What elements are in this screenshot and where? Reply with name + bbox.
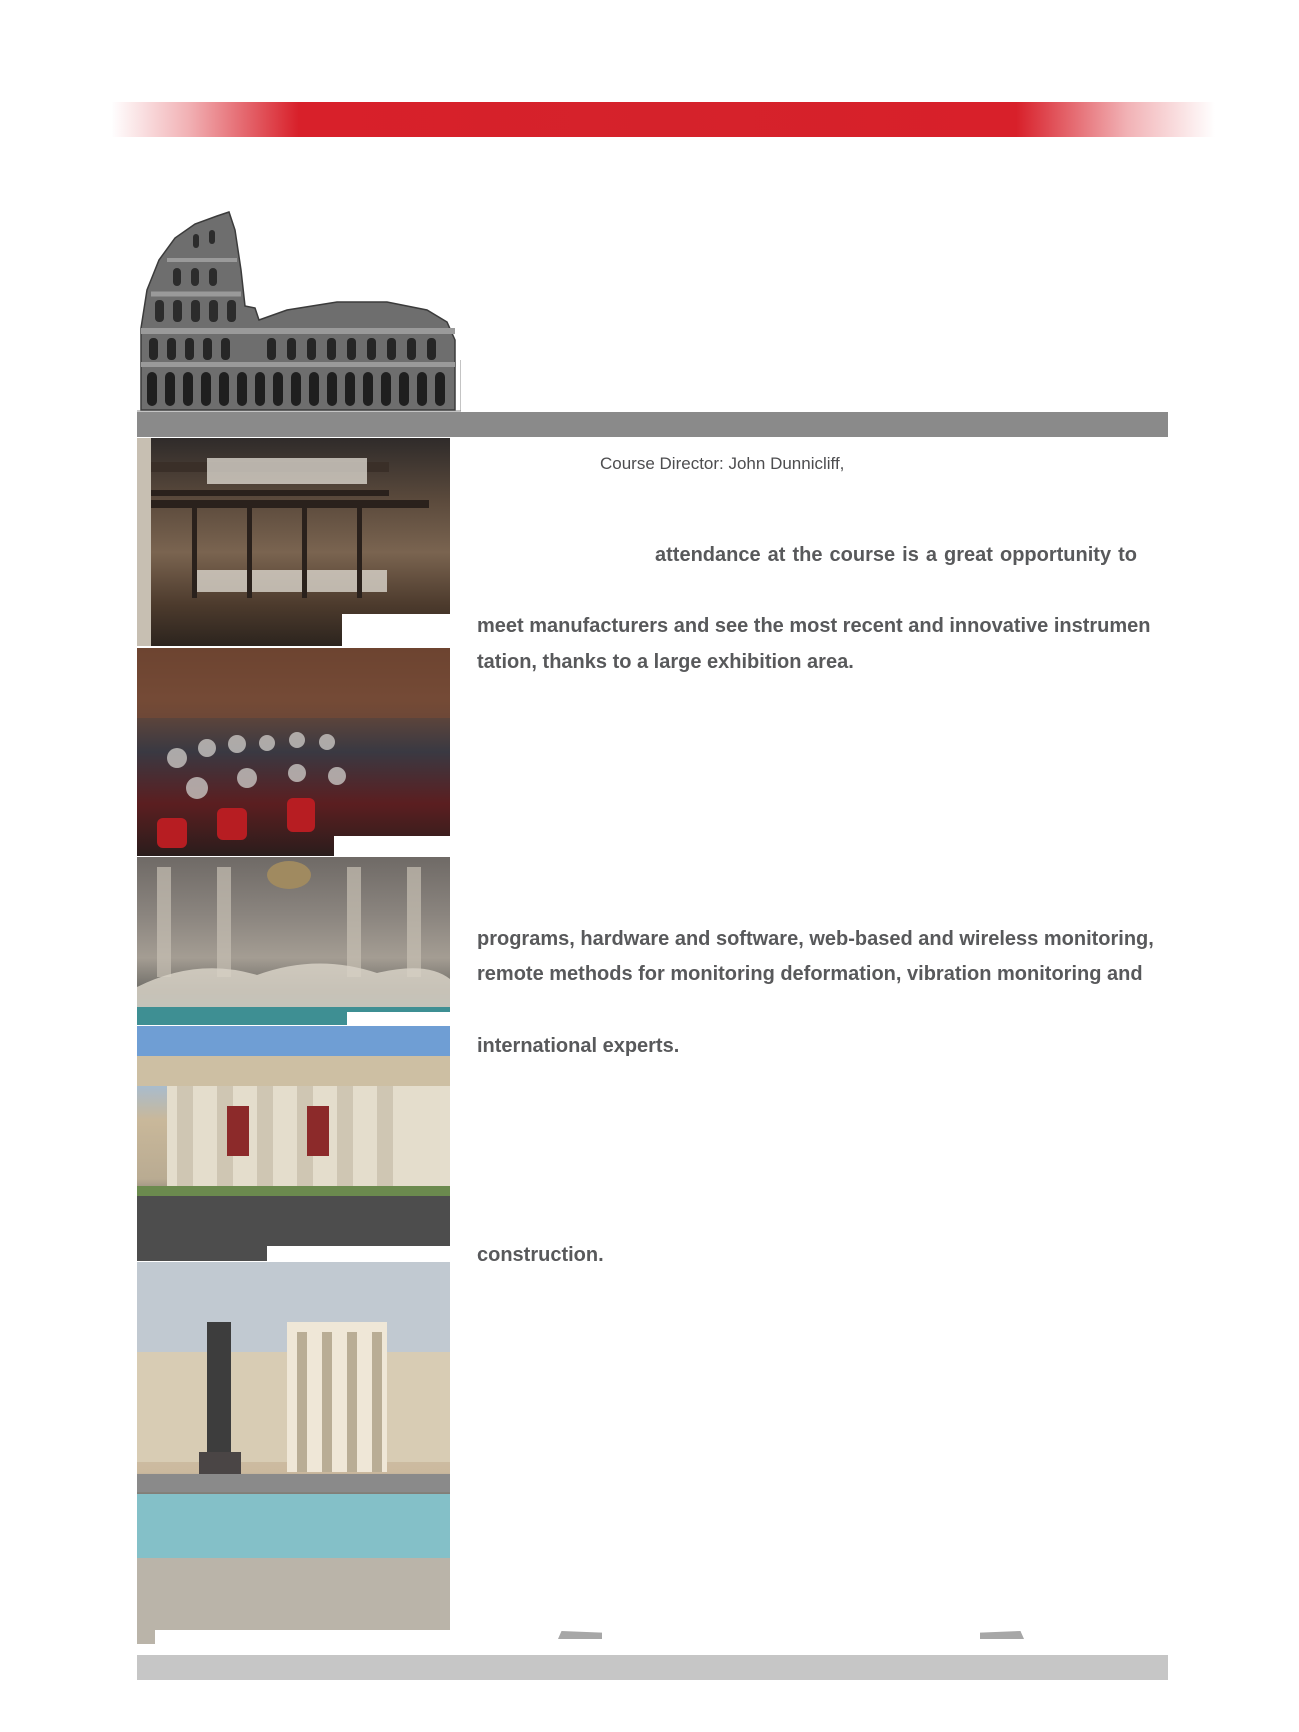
balcony-audience-photo xyxy=(137,438,450,646)
minerva-statue-photo xyxy=(137,1262,450,1644)
footer-tab-right xyxy=(980,1631,1024,1639)
section-divider-bar xyxy=(137,412,1168,437)
body-line-attendance: attendance at the course is a great opportunity to xyxy=(655,544,1137,566)
body-line-remote: remote methods for monitoring deformation, vibration monitoring and xyxy=(477,963,1143,985)
body-line-construction: construction. xyxy=(477,1244,604,1266)
body-line-meet: meet manufacturers and see the most recent and innovative instrumen xyxy=(477,615,1151,637)
footer-bar xyxy=(137,1655,1168,1680)
university-building-photo xyxy=(137,1026,450,1261)
colosseum-illustration xyxy=(137,210,461,412)
header-red-band xyxy=(111,102,1215,137)
body-line-international: international experts. xyxy=(477,1035,680,1057)
body-line-programs: programs, hardware and software, web-based and wireless monitoring, xyxy=(477,928,1154,950)
body-line-tation: tation, thanks to a large exhibition area. xyxy=(477,651,854,673)
auditorium-audience-photo xyxy=(137,648,450,856)
course-director-text: Course Director: John Dunnicliff, xyxy=(600,454,845,473)
trevi-fountain-photo xyxy=(137,857,450,1025)
footer-tab-left xyxy=(558,1631,602,1639)
